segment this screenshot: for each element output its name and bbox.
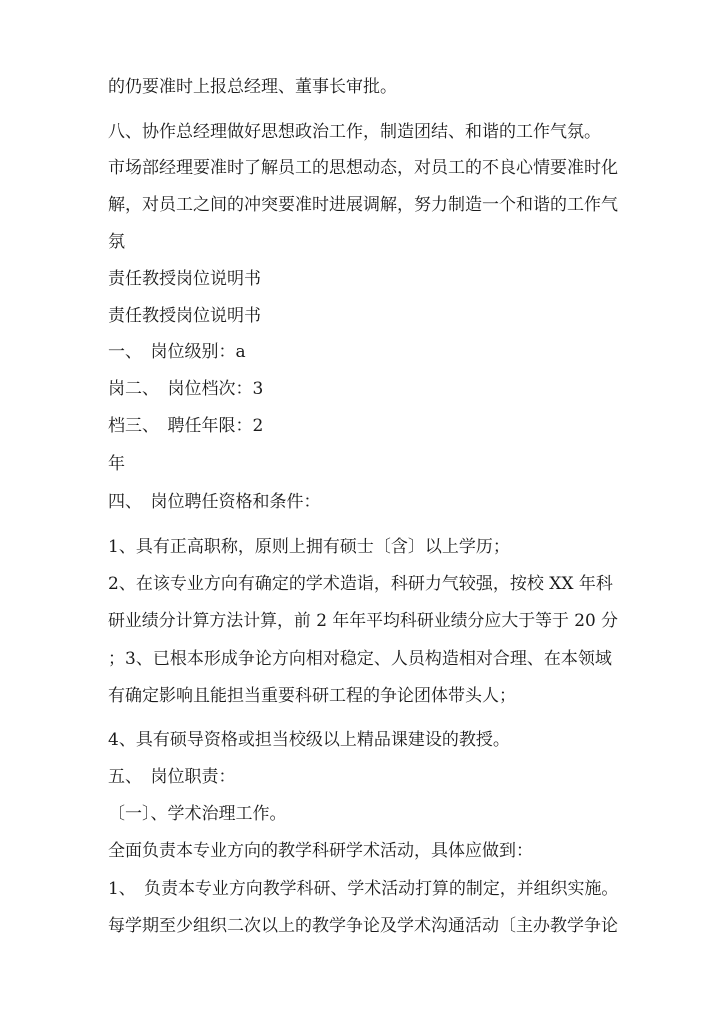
text-line: 4、具有硕导资格或担当校级以上精品课建设的教授。: [108, 730, 510, 750]
text-line: 氛: [108, 232, 125, 252]
text-line: 一、 岗位级别：a: [108, 342, 246, 362]
text-line: 1、具有正高职称，原则上拥有硕士〔含〕以上学历；: [108, 537, 510, 557]
text-line: 的仍要准时上报总经理、董事长审批。: [108, 77, 397, 97]
section-heading: 五、 岗位职责：: [108, 767, 236, 787]
section-heading: 四、 岗位聘任资格和条件：: [108, 492, 321, 512]
text-line: ；3、已根本形成争论方向相对稳定、人员构造相对合理、在本领域: [108, 649, 612, 669]
text-line: 市场部经理要准时了解员工的思想动态，对员工的不良心情要准时化: [108, 158, 618, 178]
text-line: 有确定影响且能担当重要科研工程的争论团体带头人；: [108, 686, 516, 706]
text-line: 全面负责本专业方向的教学科研学术活动，具体应做到：: [108, 841, 533, 861]
text-line: 档三、 聘任年限：2: [108, 416, 264, 436]
text-line: 1、 负责本专业方向教学科研、学术活动打算的制定，并组织实施。: [108, 879, 619, 899]
document-title: 责任教授岗位说明书: [108, 306, 261, 326]
text-line: 年: [108, 454, 125, 474]
text-line: 2、在该专业方向有确定的学术造诣，科研力气较强，按校 XX 年科: [108, 574, 613, 594]
text-line: 岗二、 岗位档次：3: [108, 379, 264, 399]
subsection-heading: 〔一〕、学术治理工作。: [108, 804, 287, 824]
text-line: 解，对员工之间的冲突要准时进展调解，努力制造一个和谐的工作气: [108, 195, 618, 215]
text-line: 八、协作总经理做好思想政治工作，制造团结、和谐的工作气氛。: [108, 122, 601, 142]
document-title: 责任教授岗位说明书: [108, 269, 261, 289]
text-line: 研业绩分计算方法计算，前 2 年年平均科研业绩分应大于等于 20 分: [108, 611, 619, 631]
text-line: 每学期至少组织二次以上的教学争论及学术沟通活动〔主办教学争论: [108, 916, 618, 936]
